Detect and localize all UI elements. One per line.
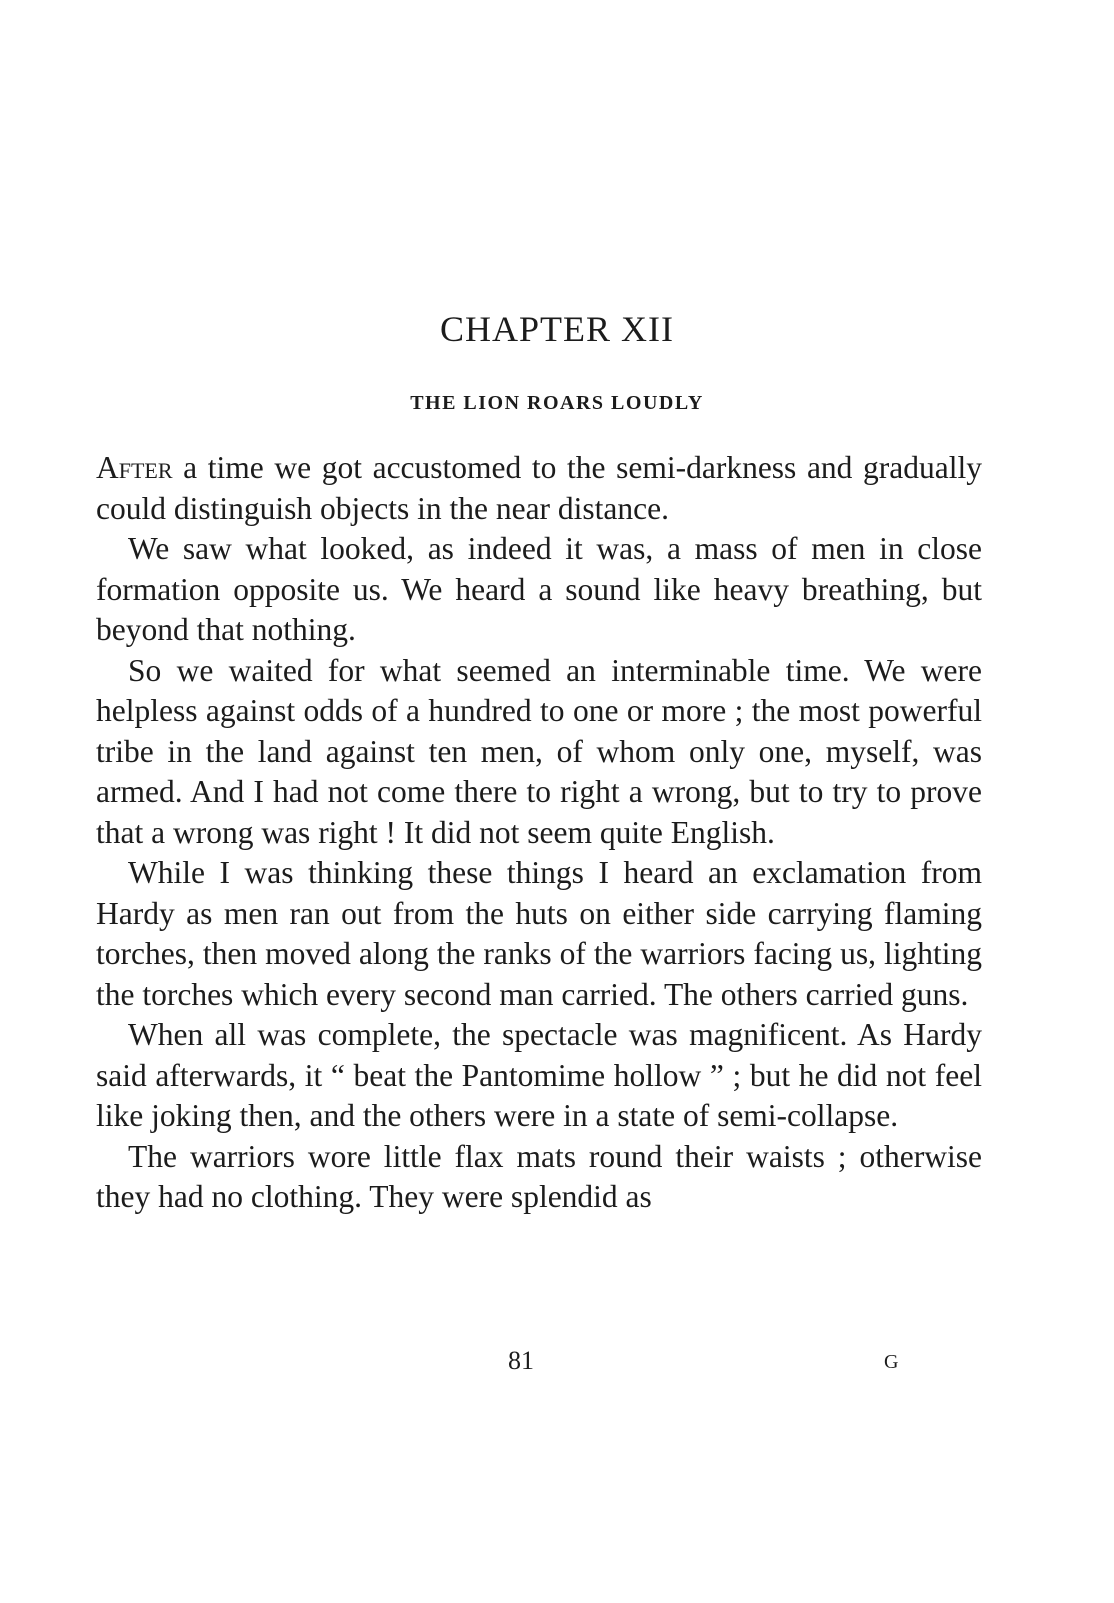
paragraph-3: So we waited for what seemed an interminable time. We were helpless against odds of a hundred to one or more ; the most powerful tribe in the land against ten men, of whom only one, myself, was armed. And I had not come there to right a wrong, but to try to prove that a wrong was right ! It did not seem quite English. (96, 652, 982, 850)
page-number: 81 (508, 1346, 534, 1375)
paragraph-5: When all was complete, the spectacle was magnificent. As Hardy said afterwards, it “ beat the Pantomime hollow ” ; but he did not feel like joking then, and the others were in a state of semi-collapse. (96, 1017, 982, 1133)
paragraph-2: We saw what looked, as indeed it was, a mass of men in close formation opposite us. We heard a sound like heavy breathing, but beyond that nothing. (96, 531, 982, 647)
paragraph-6: The warriors wore little flax mats round their waists ; otherwise they had no clothing. They were splendid as (96, 1138, 982, 1214)
signature-mark: G (884, 1351, 899, 1373)
paragraph-1 (96, 448, 982, 529)
chapter-title: CHAPTER XII (440, 309, 674, 349)
chapter-subtitle: THE LION ROARS LOUDLY (410, 392, 704, 414)
paragraph-4: While I was thinking these things I heard an exclamation from Hardy as men ran out from the huts on either side carrying flaming torches, then moved along the ranks of the warriors facing us, lighting the torches which every second man carried. The others carried guns. (96, 855, 982, 1012)
paragraph-lead-word: After (96, 450, 173, 485)
paragraph-text: a time we got accustomed to the semi-darkness and gradually could distinguish objects in the near distance. (96, 450, 982, 526)
chapter-body (96, 448, 982, 1218)
